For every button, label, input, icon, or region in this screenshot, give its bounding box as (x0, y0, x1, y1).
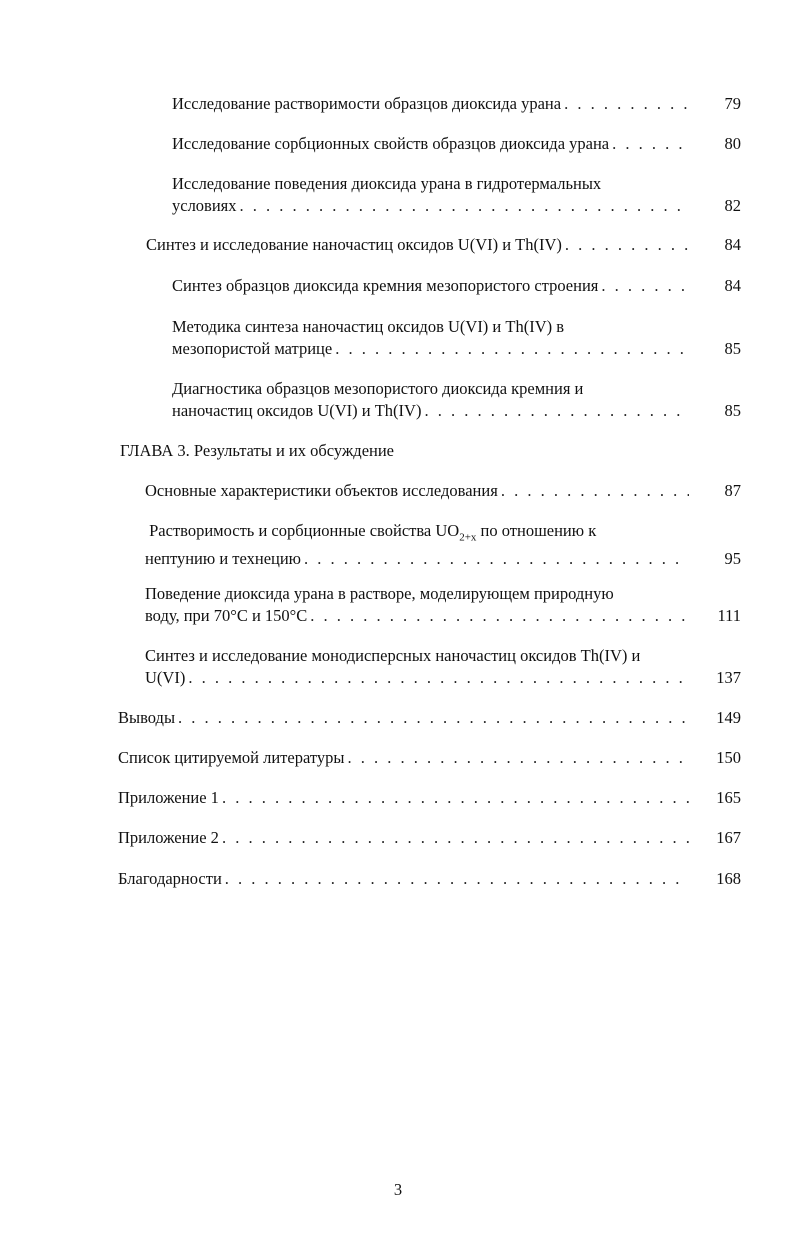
dot-leader (501, 480, 689, 502)
dot-leader (178, 707, 689, 729)
toc-entry[interactable] (145, 480, 741, 502)
toc-entry-title: Список цитируемой литературы (118, 748, 345, 767)
toc-entry[interactable] (145, 583, 741, 627)
dot-leader (335, 338, 689, 360)
toc-entry[interactable] (146, 234, 741, 256)
toc-entry-title-line1: Методика синтеза наночастиц оксидов U(VI) и Th(IV) в (172, 317, 565, 336)
toc-entry-title-line2: нептунию и технецию (145, 549, 302, 569)
dot-leader (240, 195, 689, 217)
toc-entry-title-line1 (145, 520, 741, 548)
toc-page-number: 87 (724, 481, 741, 500)
dot-leader (222, 787, 689, 809)
toc-page-number: 85 (724, 339, 741, 358)
toc-page-number: 84 (724, 276, 741, 295)
toc-entry[interactable] (118, 827, 741, 849)
toc-entry-title-line2: мезопористой матрице (172, 339, 333, 358)
toc-page-number: 111 (717, 606, 741, 625)
dot-leader (612, 133, 689, 155)
toc-entry-title-line2: U(VI) (145, 668, 186, 687)
toc-entry[interactable] (118, 747, 741, 769)
toc-page-number: 79 (724, 94, 741, 113)
toc-page-number: 80 (724, 134, 741, 153)
chapter-title: ГЛАВА 3. Результаты и их обсуждение (120, 441, 394, 460)
toc-page-number: 137 (716, 668, 741, 687)
toc-chapter-heading[interactable] (120, 440, 720, 462)
dot-leader (347, 747, 689, 769)
dot-leader (222, 827, 689, 849)
toc-entry-title: Синтез образцов диоксида кремния мезопористого строения (172, 276, 599, 295)
toc-entry-title-line1: Синтез и исследование монодисперсных наночастиц оксидов Th(IV) и (145, 646, 641, 665)
toc-entry[interactable] (172, 378, 741, 422)
toc-page-number: 84 (724, 235, 741, 254)
dot-leader (304, 548, 689, 570)
toc-page-number: 165 (716, 788, 741, 807)
toc-entry-title-line1: Диагностика образцов мезопористого диоксида кремния и (172, 379, 584, 398)
toc-page-number: 168 (716, 869, 741, 888)
dot-leader (564, 93, 689, 115)
toc-entry[interactable] (118, 868, 741, 890)
dot-leader (424, 400, 689, 422)
toc-entry[interactable] (118, 787, 741, 809)
toc-entry-title-line1: Исследование поведения диоксида урана в гидротермальных (172, 174, 602, 193)
toc-page-number: 82 (724, 196, 741, 215)
toc-entry-title-line2: наночастиц оксидов U(VI) и Th(IV) (172, 401, 422, 420)
toc-page-number: 149 (716, 708, 741, 727)
toc-page-number: 95 (724, 549, 741, 569)
formula-subscript: 2+x (459, 531, 477, 544)
toc-entry[interactable] (172, 275, 741, 297)
dot-leader (188, 667, 689, 689)
dot-leader (310, 605, 689, 627)
toc-entry[interactable] (145, 520, 741, 570)
dot-leader (601, 275, 689, 297)
toc-entry[interactable] (172, 93, 741, 115)
toc-entry[interactable] (172, 133, 741, 155)
dot-leader (225, 868, 689, 890)
toc-entry[interactable] (172, 316, 741, 360)
title-part: по отношению к (476, 521, 597, 540)
dot-leader (565, 234, 689, 256)
toc-entry[interactable] (145, 645, 741, 689)
title-part: Растворимость и сорбционные свойства UO (149, 521, 460, 540)
toc-entry-title: Исследование сорбционных свойств образцов диоксида урана (172, 134, 610, 153)
toc-entry[interactable] (118, 707, 741, 729)
toc-entry[interactable] (172, 173, 741, 217)
toc-entry-title: Выводы (118, 708, 176, 727)
toc-page-number: 167 (716, 828, 741, 847)
toc-entry-title: Основные характеристики объектов исследования (145, 481, 498, 500)
toc-page-number: 85 (724, 401, 741, 420)
toc-entry-title-line2: воду, при 70°С и 150°С (145, 606, 308, 625)
toc-entry-title: Благодарности (118, 869, 222, 888)
toc-entry-title-line1: Поведение диоксида урана в растворе, моделирующем природную (145, 584, 614, 603)
toc-entry-title: Исследование растворимости образцов диоксида урана (172, 94, 562, 113)
toc-entry-title: Приложение 2 (118, 828, 219, 847)
page-number: 3 (393, 1180, 403, 1199)
toc-entry-title-line2: условиях (172, 196, 237, 215)
toc-page-number: 150 (716, 748, 741, 767)
toc-entry-title: Синтез и исследование наночастиц оксидов U(VI) и Th(IV) (146, 235, 562, 254)
toc-entry-title: Приложение 1 (118, 788, 219, 807)
